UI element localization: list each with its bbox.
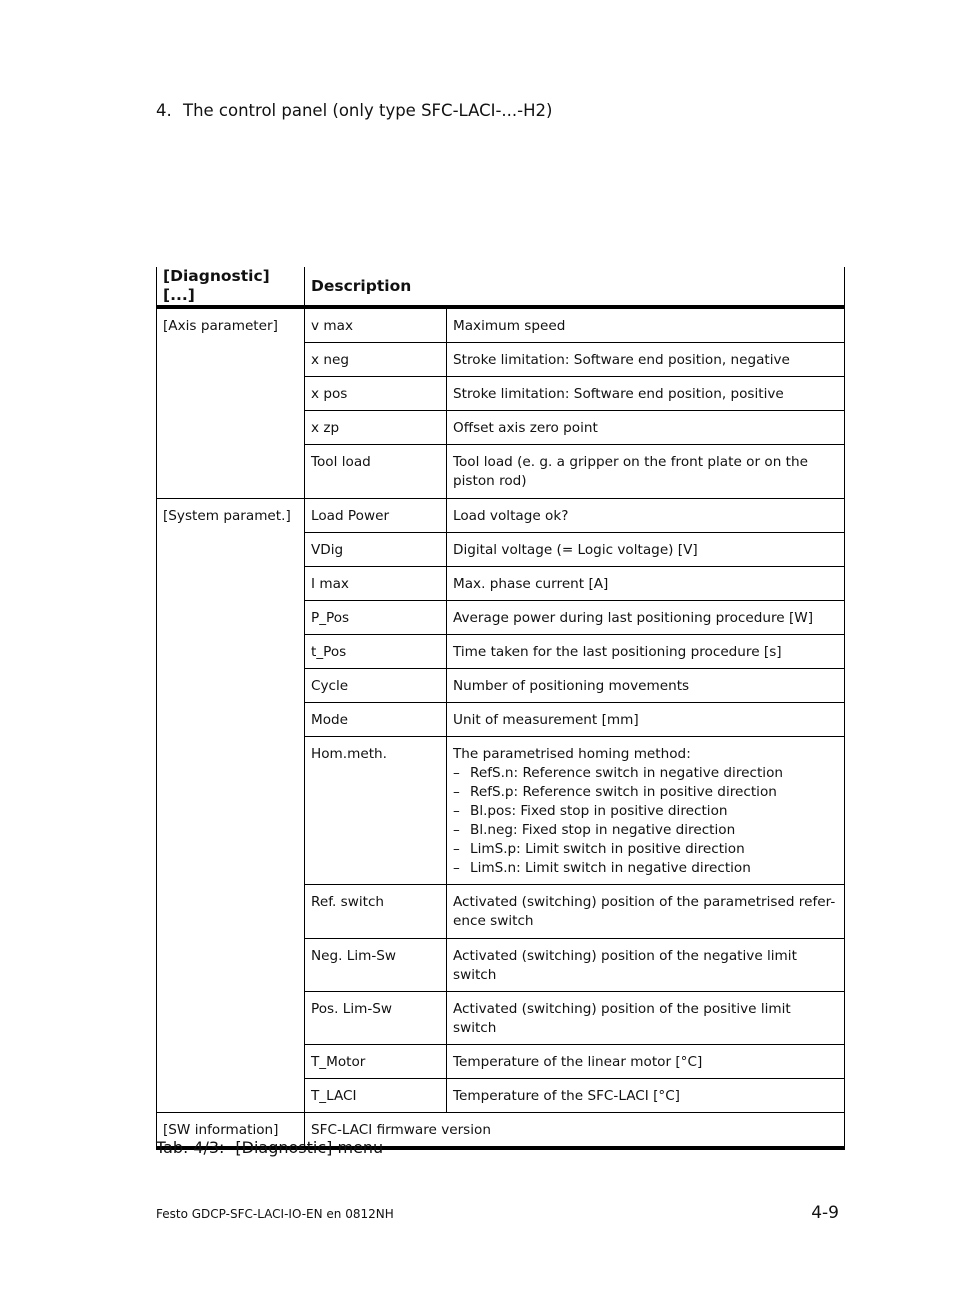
param-cell: x pos <box>305 377 447 411</box>
param-cell: Cycle <box>305 669 447 703</box>
param-cell: T_LACI <box>305 1079 447 1113</box>
param-cell: x neg <box>305 343 447 377</box>
table-row <box>157 499 845 533</box>
param-cell: Load Power <box>305 499 447 533</box>
desc-cell: Offset axis zero point <box>447 411 845 445</box>
list-item: – RefS.p: Reference switch in positive direction <box>453 783 838 802</box>
desc-cell <box>447 737 845 885</box>
param-cell: x zp <box>305 411 447 445</box>
section-heading <box>156 101 552 120</box>
desc-cell: Digital voltage (= Logic voltage) [V] <box>447 533 845 567</box>
param-cell: I max <box>305 567 447 601</box>
desc-cell: Max. phase current [A] <box>447 567 845 601</box>
table-header-row <box>157 267 845 307</box>
caption-text: [Diagnostic] menu <box>235 1138 384 1157</box>
group-axis-parameter: [Axis parameter] <box>157 307 305 499</box>
list-item: – LimS.n: Limit switch in negative direction <box>453 859 838 878</box>
desc-cell: Temperature of the linear motor [°C] <box>447 1045 845 1079</box>
page-number: 4-9 <box>811 1203 839 1223</box>
section-number: 4. <box>156 101 172 120</box>
column-header-description: Description <box>305 267 845 307</box>
param-cell: Tool load <box>305 445 447 499</box>
list-item: – Bl.neg: Fixed stop in negative direction <box>453 821 838 840</box>
param-cell: Ref. switch <box>305 885 447 939</box>
table-row <box>157 307 845 343</box>
param-cell: Mode <box>305 703 447 737</box>
homing-method-intro: The parametrised homing method: <box>453 746 691 762</box>
list-item: – LimS.p: Limit switch in positive direction <box>453 840 838 859</box>
desc-cell: Tool load (e. g. a gripper on the front plate or on the piston rod) <box>447 445 845 499</box>
group-system-parameter: [System paramet.] <box>157 499 305 1113</box>
desc-cell: Number of positioning movements <box>447 669 845 703</box>
caption-label: Tab. 4/3: <box>156 1138 225 1157</box>
param-cell: Pos. Lim-Sw <box>305 992 447 1045</box>
desc-cell: SFC-LACI firmware version <box>305 1113 845 1149</box>
param-cell: VDig <box>305 533 447 567</box>
desc-cell: Stroke limitation: Software end position, positive <box>447 377 845 411</box>
param-cell: t_Pos <box>305 635 447 669</box>
param-cell: P_Pos <box>305 601 447 635</box>
list-item: – Bl.pos: Fixed stop in positive direction <box>453 802 838 821</box>
desc-cell: Average power during last positioning procedure [W] <box>447 601 845 635</box>
group-sw-information: [SW information] <box>157 1113 305 1149</box>
desc-cell: Activated (switching) position of the negative limit switch <box>447 939 845 992</box>
desc-cell: Stroke limitation: Software end position, negative <box>447 343 845 377</box>
desc-cell: Load voltage ok? <box>447 499 845 533</box>
desc-cell: Activated (switching) position of the parametrised refer-ence switch <box>447 885 845 939</box>
column-header-diagnostic: [Diagnostic] [...] <box>157 267 305 307</box>
param-cell: v max <box>305 307 447 343</box>
desc-cell: Unit of measurement [mm] <box>447 703 845 737</box>
param-cell: Neg. Lim-Sw <box>305 939 447 992</box>
desc-cell: Time taken for the last positioning procedure [s] <box>447 635 845 669</box>
param-cell: Hom.meth. <box>305 737 447 885</box>
footer-document-id: Festo GDCP-SFC-LACI-IO-EN en 0812NH <box>156 1207 394 1221</box>
param-cell: T_Motor <box>305 1045 447 1079</box>
desc-cell: Activated (switching) position of the positive limit switch <box>447 992 845 1045</box>
desc-cell: Maximum speed <box>447 307 845 343</box>
section-title: The control panel (only type SFC-LACI-...-H2) <box>183 101 553 120</box>
table-caption <box>156 1138 383 1157</box>
list-item: – RefS.n: Reference switch in negative direction <box>453 764 838 783</box>
desc-cell: Temperature of the SFC-LACI [°C] <box>447 1079 845 1113</box>
homing-method-list <box>453 764 838 878</box>
diagnostic-menu-table <box>156 267 845 1150</box>
